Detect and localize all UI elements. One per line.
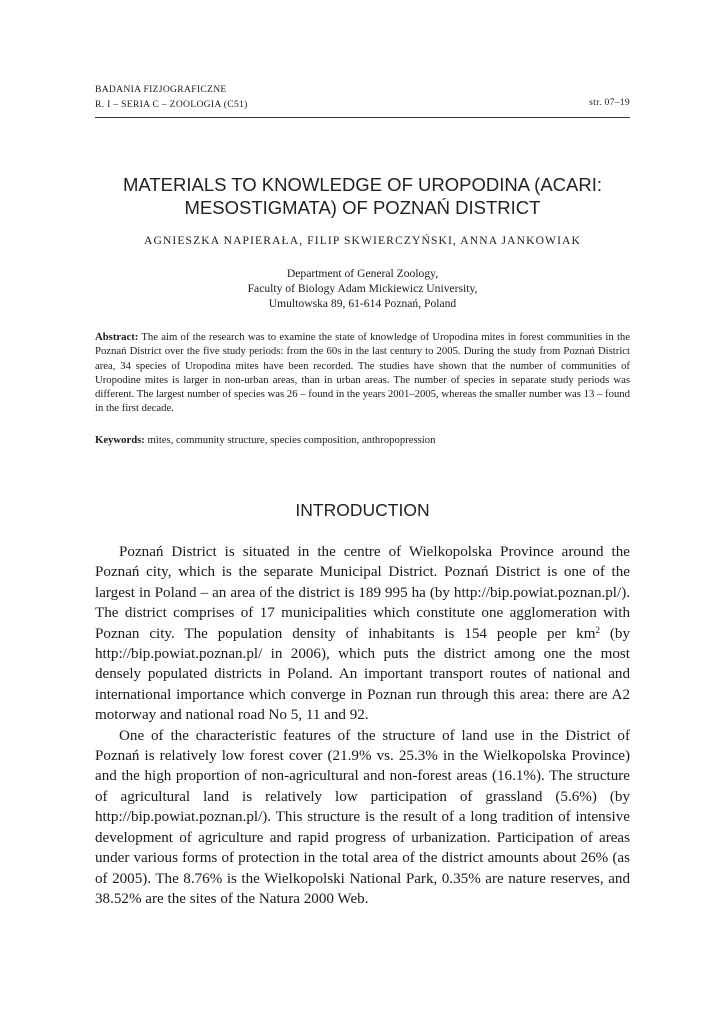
- journal-name: BADANIA FIZJOGRAFICZNE: [95, 84, 227, 95]
- affiliation-line-1: Department of General Zoology,: [286, 267, 439, 280]
- paragraph-1: [95, 542, 630, 726]
- section-heading-introduction: INTRODUCTION: [295, 500, 430, 520]
- running-head: [95, 82, 630, 112]
- keywords-text: mites, community structure, species composition, anthropopression: [147, 434, 436, 446]
- keywords: [95, 433, 630, 447]
- article-title: [95, 173, 630, 219]
- header-divider: [95, 117, 630, 118]
- affiliation: [95, 266, 630, 311]
- abstract: [95, 330, 630, 416]
- page-range: str. 07–19: [589, 97, 630, 108]
- affiliation-line-2: Faculty of Biology Adam Mickiewicz University,: [247, 282, 478, 295]
- introduction-body: [95, 542, 630, 909]
- author-list: AGNIESZKA NAPIERAŁA, FILIP SKWIERCZYŃSKI, ANNA JANKOWIAK: [144, 234, 581, 247]
- superscript: 2: [595, 624, 600, 635]
- title-line-1: MATERIALS TO KNOWLEDGE OF UROPODINA (ACARI:: [122, 174, 603, 195]
- paragraph-1-text-a: Poznań District is situated in the centre of Wielkopolska Province around the Poznań city, which is the separate Municipal District. Poznań District is one of the largest in Poland – an area of the district is 189 995 ha (by http://bip.powiat.poznan.pl/). The district comprises of 17 municipalities which constitute one agglomeration with Poznan city. The population density of inhabitants is 154 people per km: [95, 544, 630, 642]
- keywords-label: Keywords:: [95, 434, 145, 446]
- paragraph-1-text-b: (by http://bip.powiat.poznan.pl/ in 2006), which puts the district among one the most densely populated districts in Poland. An important transport routes of national and international importance which converge in Poznan run through this area: there are A2 motorway and national road No 5, 11 and 92.: [95, 625, 630, 724]
- abstract-label: Abstract:: [95, 331, 139, 343]
- abstract-text: The aim of the research was to examine the state of knowledge of Uropodina mites in forest communities in the Poznań District over the five study periods: from the 60s in the last century to 2005. During the study from Poznań District area, 34 species of Uropodina mites have been recorded. The studies have shown that the number of communities of Uropodine mites is larger in non-urban areas, than in urban areas. The number of species in separate study periods was different. The largest number of species was 26 – found in the years 2001–2005, whereas the smaller number was 13 – found in the first decade.: [95, 331, 630, 415]
- title-line-2: MESOSTIGMATA) OF POZNAŃ DISTRICT: [184, 197, 541, 218]
- journal-series: R. I – SERIA C – ZOOLOGIA (C51): [95, 99, 248, 110]
- affiliation-line-3: Umultowska 89, 61-614 Poznań, Poland: [268, 297, 457, 310]
- paragraph-2: One of the characteristic features of the structure of land use in the District of Poznań is relatively low forest cover (21.9% vs. 25.3% in the Wielkopolska Province) and the high proportion of non-agricultural and non-forest areas (16.1%). The structure of agricultural land is relatively low participation of grassland (5.6%) (by http://bip.powiat.poznan.pl/). This structure is the result of a long tradition of intensive development of agriculture and rapid progress of urbanization. Participation of areas under various forms of protection in the total area of the district amounts about 26% (as of 2005). The 8.76% is the Wielkopolski National Park, 0.35% are nature reserves, and 38.52% are the sites of the Natura 2000 Web.: [95, 727, 630, 907]
